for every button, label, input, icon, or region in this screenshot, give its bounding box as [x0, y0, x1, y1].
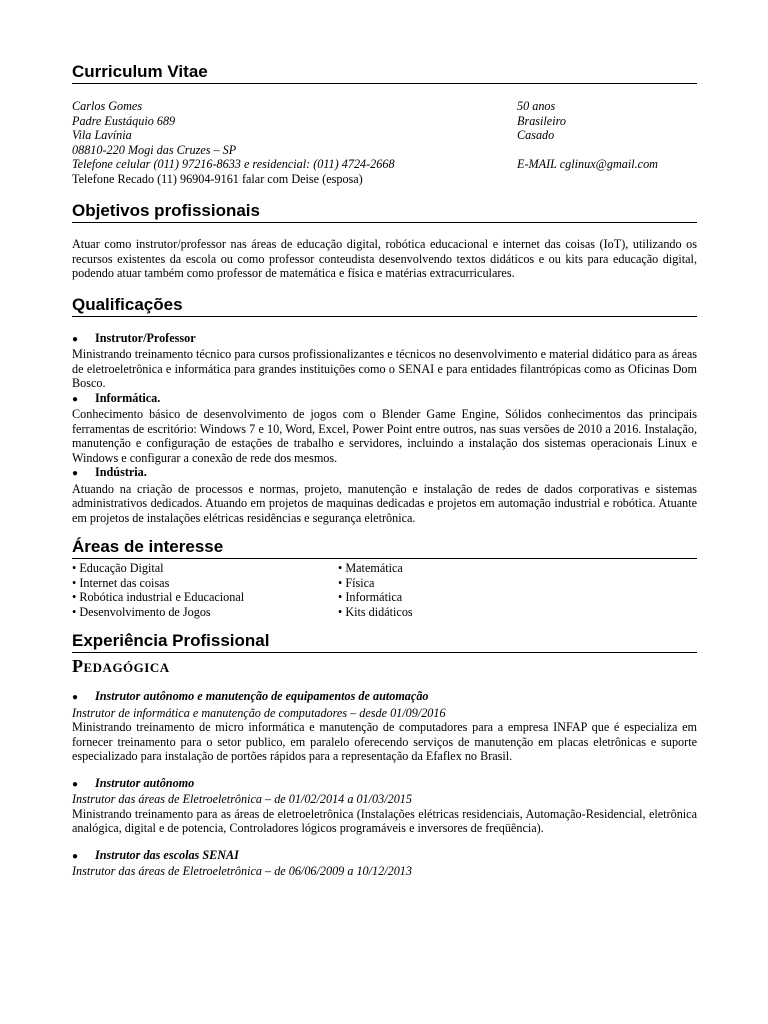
interest-item: • Kits didáticos — [338, 604, 413, 619]
qualification-item — [72, 331, 697, 391]
experience-role: Instrutor das áreas de Eletroeletrônica – de 06/06/2009 a 10/12/2013 — [72, 864, 412, 878]
spacer-line — [517, 143, 697, 158]
street-address: Padre Eustáquio 689 — [72, 113, 176, 128]
marital-status: Casado — [517, 128, 555, 142]
bullet-icon: ● — [72, 468, 79, 479]
experience-item — [72, 848, 697, 879]
neighborhood: Vila Lavínia — [72, 128, 132, 142]
qualification-heading — [72, 465, 697, 482]
qualifications-title: Qualificações — [72, 295, 697, 317]
experience-heading-text: Instrutor das escolas SENAI — [95, 847, 239, 862]
interest-item: • Robótica industrial e Educacional — [72, 590, 245, 604]
experience-text: Ministrando treinamento de micro informática e manutenção de computadores para a empresa INFAP que é especializa em fornecer treinamento para o setor publico, em paralelo oferecendo serviços de manutenção em placas eletrônicas e suporte especializado para instalação de portões rápidos para a representação da Efaflex no Brasil. — [72, 720, 697, 763]
age: 50 anos — [517, 99, 556, 113]
experience-role: Instrutor de informática e manutenção de computadores – desde 01/09/2016 — [72, 705, 446, 720]
bullet-icon: ● — [72, 333, 79, 345]
experience-item — [72, 689, 697, 764]
experience-title: Experiência Profissional — [72, 631, 697, 653]
personal-info — [72, 99, 697, 186]
message-phone: Telefone Recado (11) 96904-9161 falar com Deise (esposa) — [72, 171, 363, 186]
cv-title: Curriculum Vitae — [72, 62, 697, 84]
experience-heading — [72, 848, 697, 865]
qualification-heading-text: Informática. — [95, 390, 161, 405]
interests-list — [72, 561, 697, 619]
experience-subtitle: Pedagógica — [72, 656, 170, 676]
bullet-icon: ● — [72, 692, 79, 703]
name: Carlos Gomes — [72, 99, 143, 113]
interest-item: • Internet das coisas — [72, 575, 170, 590]
experience-heading — [72, 689, 697, 706]
experience-heading-text: Instrutor autônomo — [95, 775, 195, 790]
interests-title: Áreas de interesse — [72, 537, 697, 559]
postal-city: 08810-220 Mogi das Cruzes – SP — [72, 142, 237, 157]
qualification-heading-text: Indústria. — [95, 465, 147, 479]
email: E-MAIL cglinux@gmail.com — [517, 157, 658, 171]
qualification-text: Ministrando treinamento técnico para cursos profissionalizantes e técnicos no desenvolvimento e material didático para as áreas de eletroeletrônica e informática para grandes instituições como o SENAI e para entidades filantrópicas como as Oficinas Dom Bosco. — [72, 347, 697, 390]
experience-item — [72, 776, 697, 836]
qualification-item — [72, 465, 697, 525]
interests-column-1 — [72, 561, 338, 619]
qualification-text: Atuando na criação de processos e normas, projeto, manutenção e instalação de redes de dados corporativas e sistemas administrativos dedicados. Atuando em projetos de maquinas dedicadas e projetos em automação industrial e robótica. Atuante em projetos de instalações elétricas residências e segurança eletrônica. — [72, 481, 697, 525]
cv-page — [72, 62, 697, 879]
experience-heading — [72, 776, 697, 793]
personal-info-left — [72, 99, 517, 186]
phones: Telefone celular (011) 97216-8633 e residencial: (011) 4724-2668 — [72, 157, 395, 171]
qualification-heading — [72, 391, 697, 408]
interest-item: • Desenvolvimento de Jogos — [72, 604, 211, 619]
objectives-text: Atuar como instrutor/professor nas áreas de educação digital, robótica educacional e internet das coisas (IoT), utilizando os recursos existentes da escola ou como professor conteudista desenvolvendo textos didáticos e ou kits para educação digital, podendo atuar também como professor de matemática e física e matérias extracurriculares. — [72, 237, 697, 280]
objectives-title: Objetivos profissionais — [72, 201, 697, 223]
interest-item: • Matemática — [338, 561, 403, 575]
qualification-heading — [72, 331, 697, 348]
interest-item: • Informática — [338, 590, 403, 604]
experience-role: Instrutor das áreas de Eletroeletrônica – de 01/02/2014 a 01/03/2015 — [72, 792, 412, 806]
qualification-text: Conhecimento básico de desenvolvimento de jogos com o Blender Game Engine, Sólidos conhecimentos das principais ferramentas de escritório: Windows 7 e 10, Word, Excel, Power Point entre outros, nas suas versões de 2010 a 2016. Instalação, manutenção e configuração de estações de trabalho e servidores, incluindo a instalação dos sistemas operacionais Linux e Windows e configurar a conexão de rede dos mesmos. — [72, 407, 697, 465]
bullet-icon: ● — [72, 778, 79, 790]
qualification-heading-text: Instrutor/Professor — [95, 330, 196, 345]
interest-item: • Educação Digital — [72, 561, 164, 575]
bullet-icon: ● — [72, 850, 79, 862]
bullet-icon: ● — [72, 393, 79, 405]
personal-info-right — [517, 99, 697, 186]
interest-item: • Física — [338, 575, 375, 590]
interests-column-2 — [338, 561, 697, 619]
qualification-item — [72, 391, 697, 466]
experience-heading-text: Instrutor autônomo e manutenção de equipamentos de automação — [95, 689, 429, 703]
experience-text: Ministrando treinamento para as áreas de eletroeletrônica (Instalações elétricas residenciais, Automação-Residencial, eletrônica analógica, digital e de potencia, Controladores lógicos programáveis e inversores de freqüência). — [72, 806, 697, 835]
nationality: Brasileiro — [517, 113, 566, 128]
